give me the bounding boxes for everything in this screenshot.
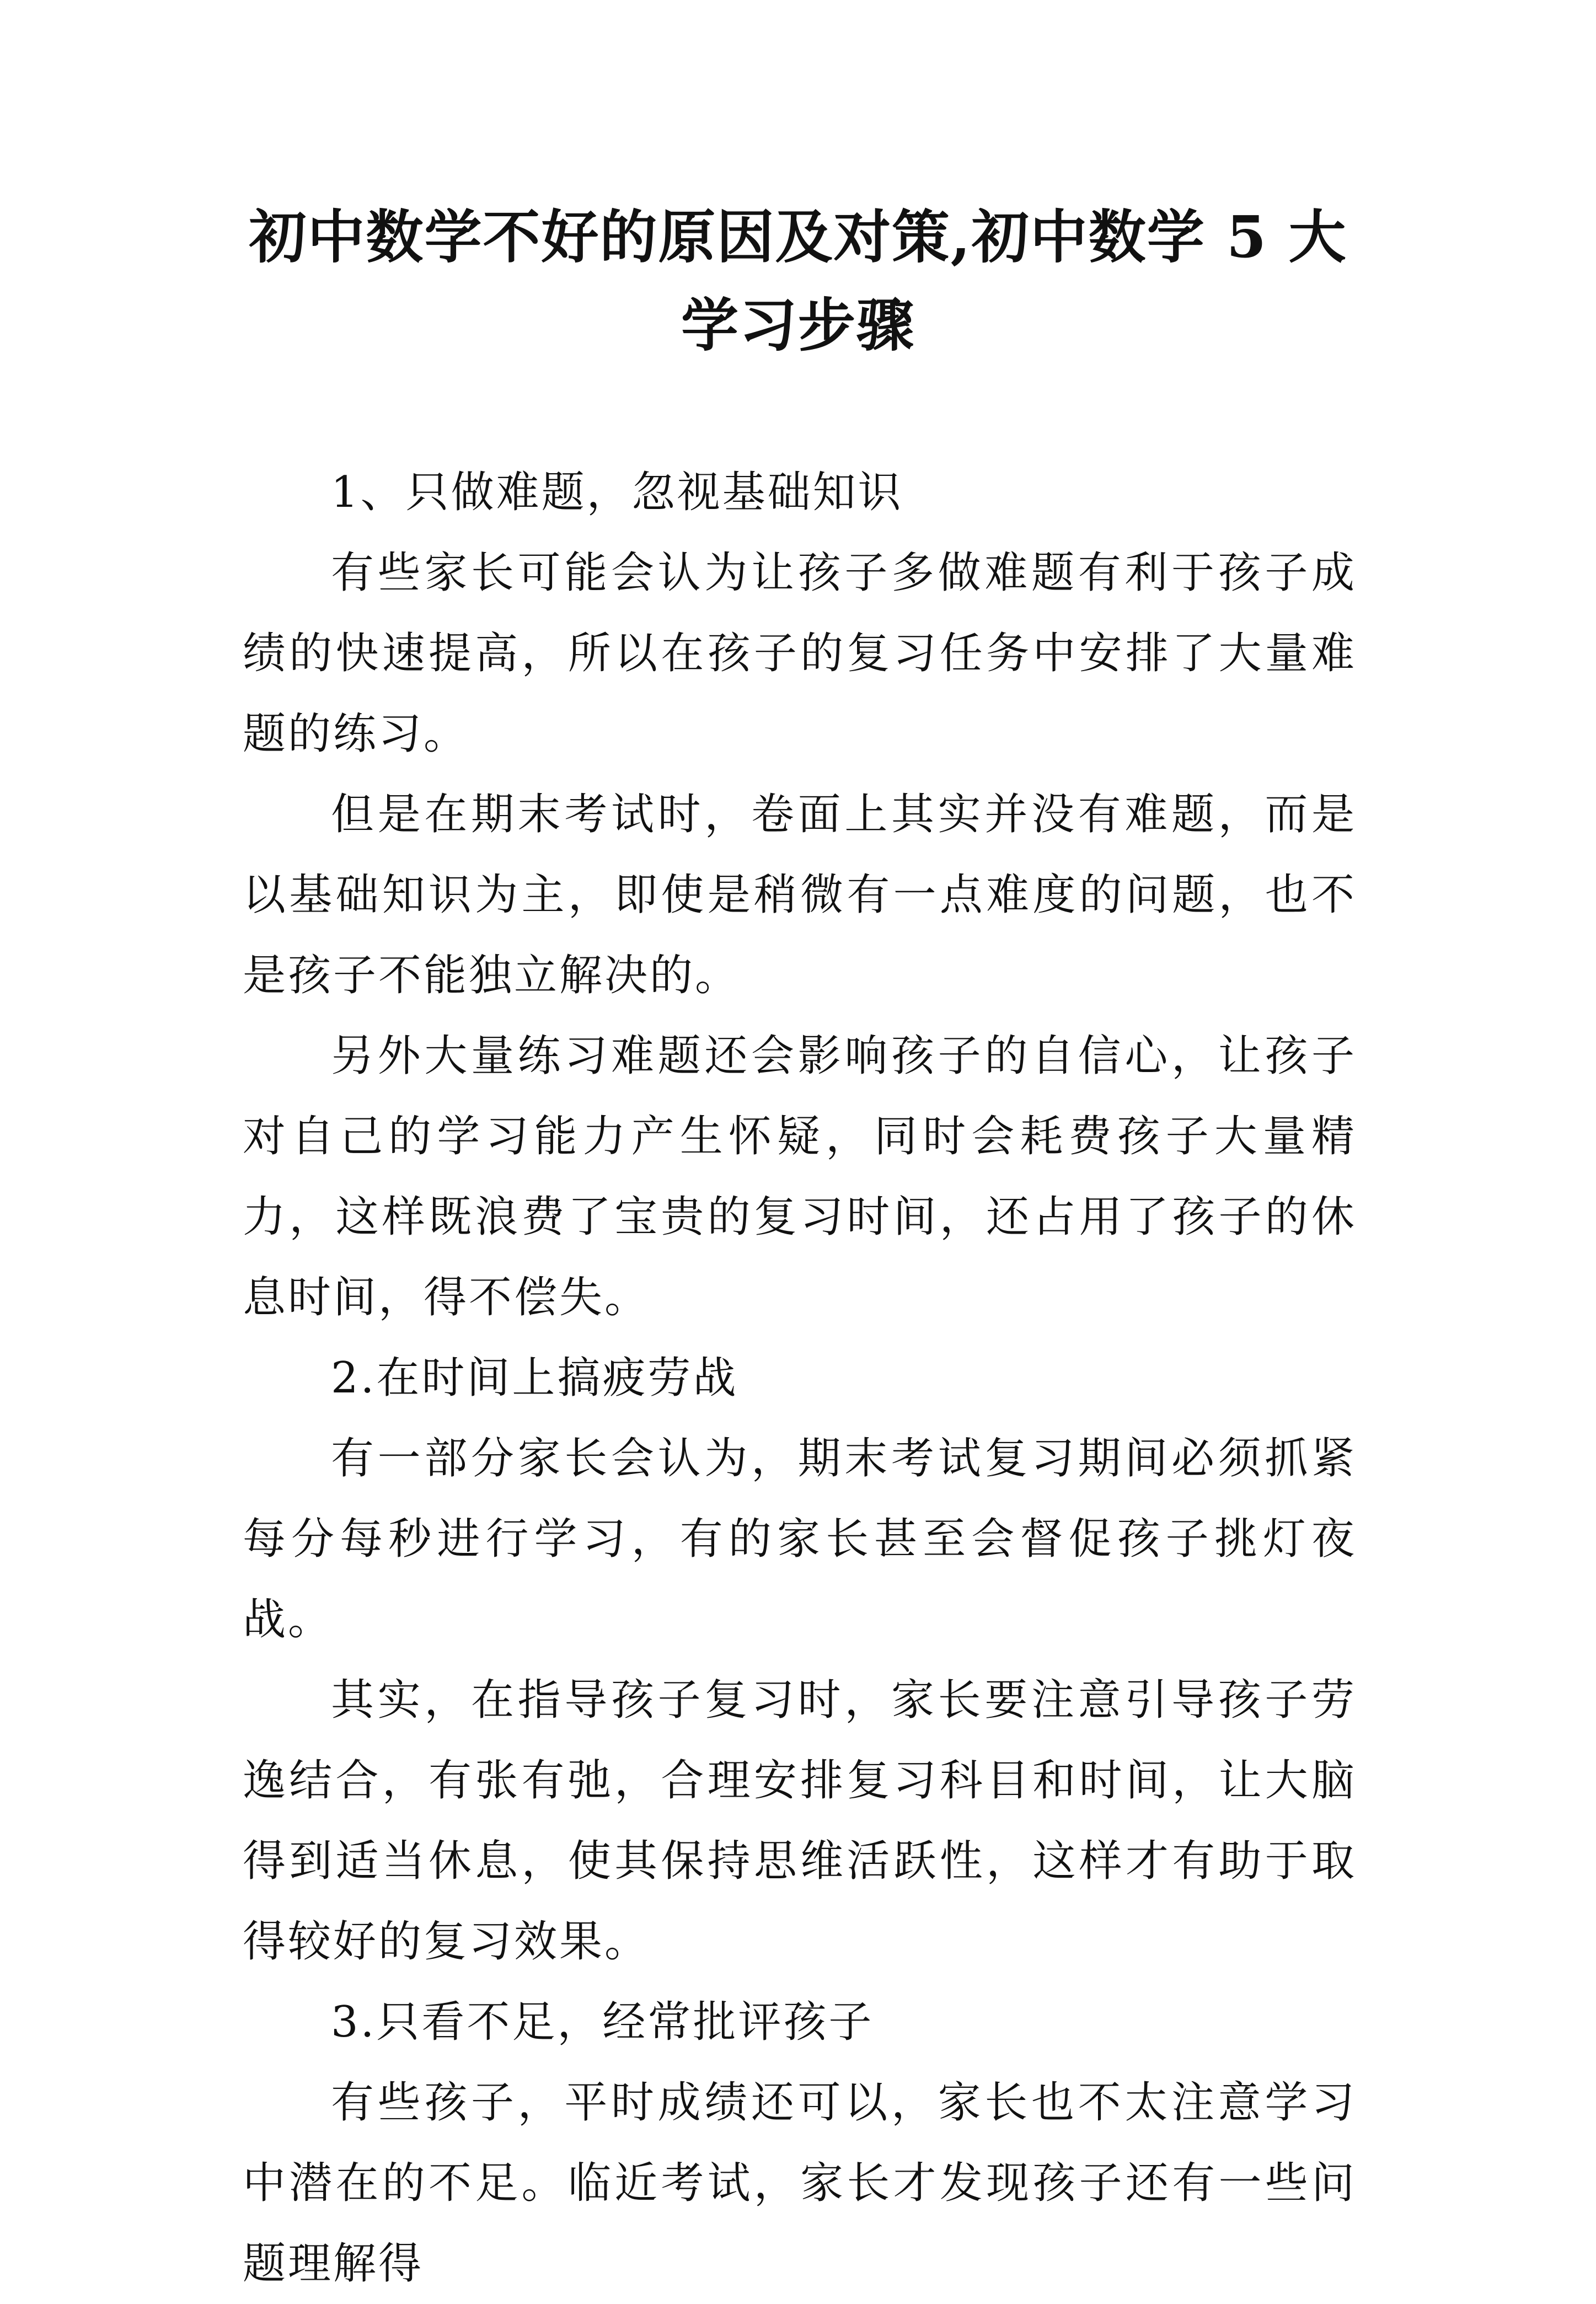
document-body: [243, 452, 1357, 2304]
section-heading-2: 2.在时间上搞疲劳战: [331, 1353, 738, 1403]
paragraph: 有些孩子，平时成绩还可以，家长也不太注意学习中潜在的不足。临近考试，家长才发现孩子还有一些问题理解得: [243, 2078, 1357, 2289]
paragraph: 有些家长可能会认为让孩子多做难题有利于孩子成绩的快速提高，所以在孩子的复习任务中安排了大量难题的练习。: [243, 548, 1357, 759]
paragraph: 其实，在指导孩子复习时，家长要注意引导孩子劳逸结合，有张有弛，合理安排复习科目和时间，让大脑得到适当休息，使其保持思维活跃性，这样才有助于取得较好的复习效果。: [243, 1675, 1357, 1967]
paragraph: 另外大量练习难题还会影响孩子的自信心，让孩子对自己的学习能力产生怀疑，同时会耗费孩子大量精力，这样既浪费了宝贵的复习时间，还占用了孩子的休息时间，得不偿失。: [243, 1031, 1357, 1322]
paragraph: 有一部分家长会认为，期末考试复习期间必须抓紧每分每秒进行学习，有的家长甚至会督促孩子挑灯夜战。: [243, 1434, 1357, 1644]
section-heading-3: 3.只看不足，经常批评孩子: [331, 1997, 874, 2047]
paragraph: 但是在期末考试时，卷面上其实并没有难题，而是以基础知识为主，即使是稍微有一点难度的问题，也不是孩子不能独立解决的。: [243, 790, 1357, 1000]
document-title: 初中数学不好的原因及对策,初中数学 5 大学习步骤: [249, 203, 1347, 359]
section-heading-1: 1、只做难题，忽视基础知识: [331, 468, 903, 517]
